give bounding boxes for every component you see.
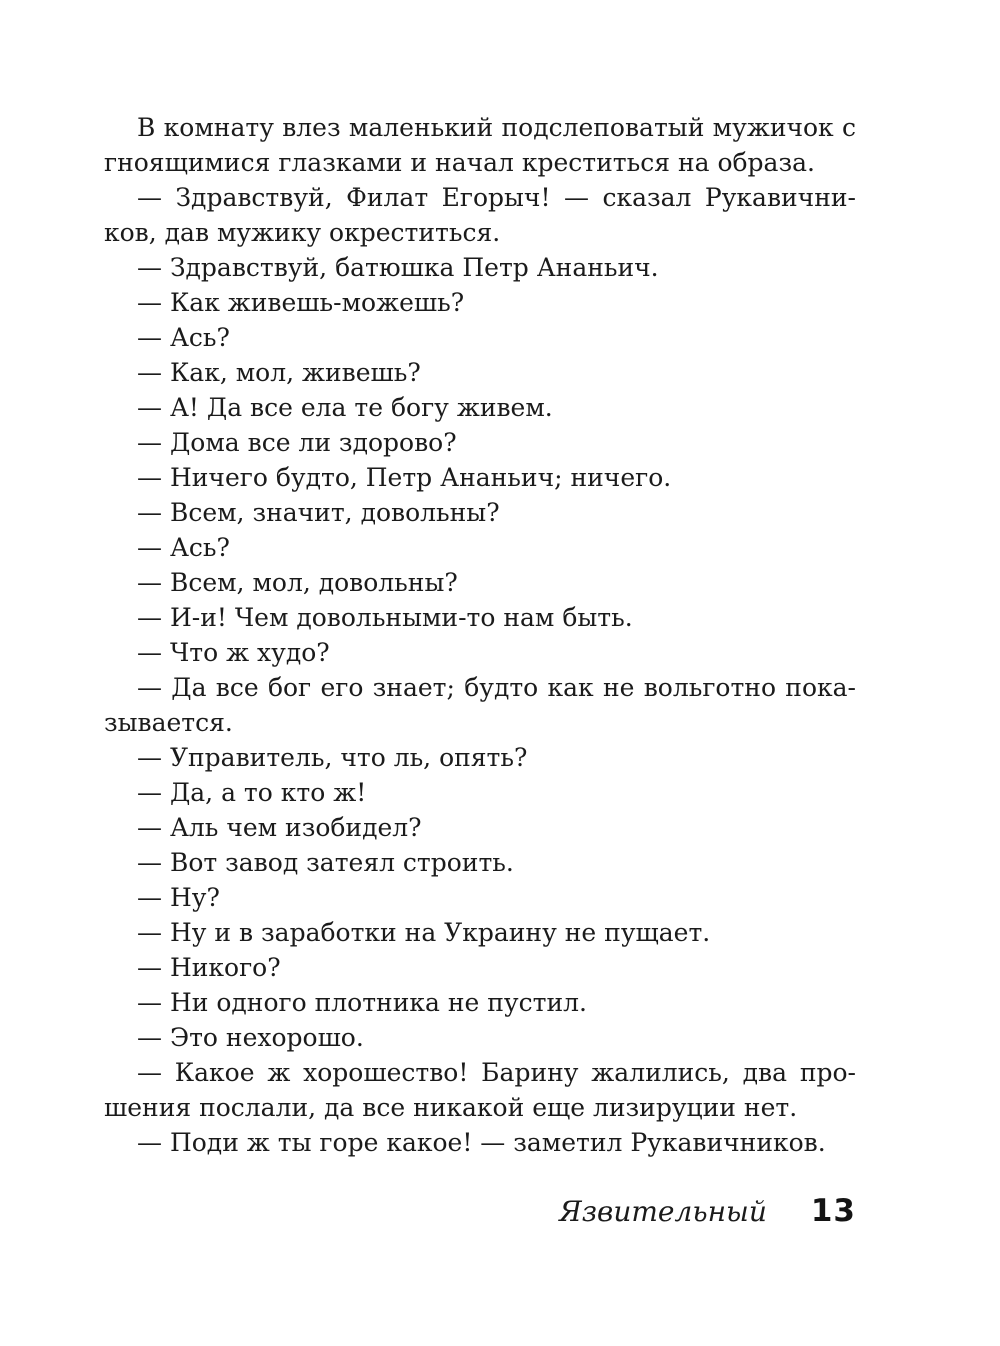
text-line: — Как живешь-можешь? — [137, 288, 465, 317]
page-number: 13 — [810, 1193, 856, 1229]
text-line: — Никого? — [137, 953, 281, 982]
text-line: — Здравствуй, Филат Егорыч! — сказал Рукавични- — [137, 183, 856, 212]
text-line: В комнату влез маленький подслеповатый мужичок с — [137, 113, 856, 142]
text-line: — Ни одного плотника не пустил. — [137, 988, 587, 1017]
text-line: — Всем, мол, довольны? — [137, 568, 458, 597]
text-line: — Аль чем изобидел? — [137, 813, 422, 842]
text-line: — Это нехорошо. — [137, 1023, 364, 1052]
text-line: — Вот завод затеял строить. — [137, 848, 514, 877]
text-line: — Ну и в заработки на Украину не пущает. — [137, 918, 711, 947]
text-line: — Ась? — [137, 533, 230, 562]
text-line: — Что ж худо? — [137, 638, 330, 667]
running-title: Язвительный — [559, 1195, 767, 1228]
text-line: шения послали, да все никакой еще лизируции нет. — [104, 1093, 798, 1122]
text-line: — Да, а то кто ж! — [137, 778, 367, 807]
text-line: зывается. — [104, 708, 233, 737]
text-line: — Какое ж хорошество! Барину жалились, два про- — [137, 1058, 856, 1087]
text-line: ков, дав мужику окреститься. — [104, 218, 501, 247]
text-line: — Здравствуй, батюшка Петр Ананьич. — [137, 253, 659, 282]
text-line: — Ась? — [137, 323, 230, 352]
text-line: — Как, мол, живешь? — [137, 358, 421, 387]
text-line: — Поди ж ты горе какое! — заметил Рукавичников. — [137, 1128, 826, 1157]
text-line: — А! Да все ела те богу живем. — [137, 393, 553, 422]
text-line: — Ну? — [137, 883, 220, 912]
text-line: гноящимися глазками и начал креститься на образа. — [104, 148, 815, 177]
text-line: — Да все бог его знает; будто как не вольготно пока- — [137, 673, 856, 702]
text-line: — Управитель, что ль, опять? — [137, 743, 528, 772]
page-footer — [104, 1193, 856, 1229]
text-line: — И-и! Чем довольными-то нам быть. — [137, 603, 633, 632]
text-line: — Дома все ли здорово? — [137, 428, 457, 457]
text-line: — Ничего будто, Петр Ананьич; ничего. — [137, 463, 672, 492]
text-line: — Всем, значит, довольны? — [137, 498, 500, 527]
page-text-block — [104, 110, 856, 1160]
